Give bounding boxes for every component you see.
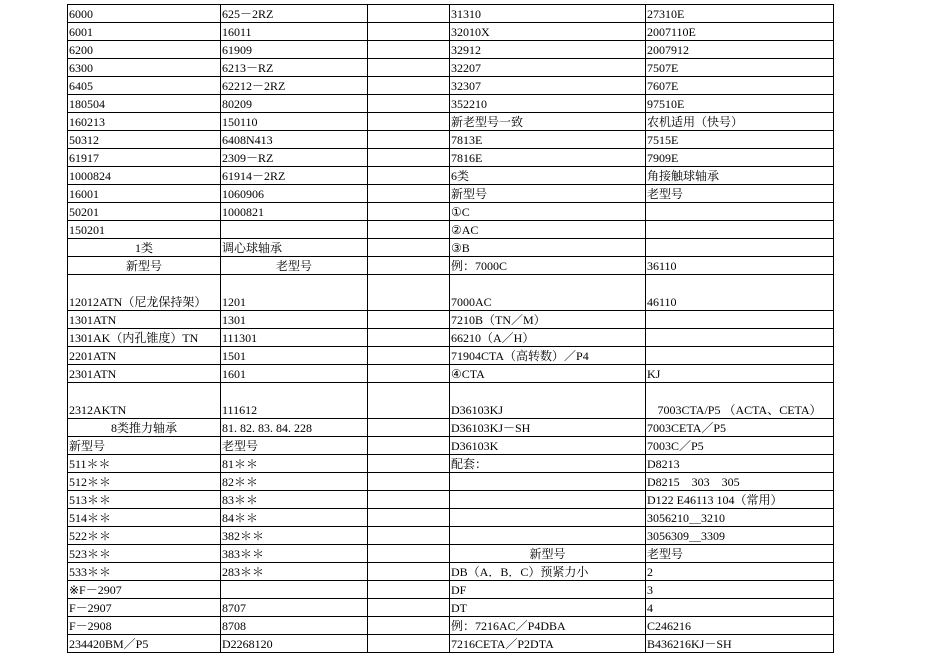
table-row [68,527,834,545]
table-cell: 32010X [450,23,646,41]
table-cell: DT [450,599,646,617]
table-row [68,383,834,419]
table-cell [646,311,834,329]
table-cell: 6类 [450,167,646,185]
table-cell: 27310E [646,5,834,23]
table-cell [368,167,450,185]
table-cell [368,275,450,311]
table-cell: 1301 [221,311,368,329]
table-cell: 80209 [221,95,368,113]
table-cell: 7816E [450,149,646,167]
table-cell [646,239,834,257]
table-cell: 283＊＊ [221,563,368,581]
table-cell: D122 E46113 104（常用） [646,491,834,509]
table-cell [368,509,450,527]
table-cell: 7909E [646,149,834,167]
table-cell [368,419,450,437]
table-cell: ②AC [450,221,646,239]
table-cell: 老型号 [221,257,368,275]
table-cell [368,365,450,383]
table-cell: 2 [646,563,834,581]
table-cell: 511＊＊ [68,455,221,473]
table-cell: 1000821 [221,203,368,221]
table-cell: D8215 303 305 [646,473,834,491]
table-cell: 71904CTA（高转数）／P4 [450,347,646,365]
table-cell [221,581,368,599]
table-cell: 1201 [221,275,368,311]
table-cell: 383＊＊ [221,545,368,563]
table-row [68,5,834,23]
table-cell: F－2907 [68,599,221,617]
table-cell: 46110 [646,275,834,311]
table-cell: 新型号 [450,185,646,203]
table-cell: 6408N413 [221,131,368,149]
table-cell [646,203,834,221]
table-cell: 7000AC [450,275,646,311]
table-row [68,347,834,365]
table-cell: 老型号 [646,545,834,563]
table-cell: 7507E [646,59,834,77]
table-cell [646,347,834,365]
table-cell: F－2908 [68,617,221,635]
table-cell [450,491,646,509]
table-cell [646,221,834,239]
table-cell [368,149,450,167]
table-cell: 7216CETA／P2DTA [450,635,646,653]
table-cell [368,383,450,419]
table-cell: 7515E [646,131,834,149]
table-cell: KJ [646,365,834,383]
table-cell: 7003C／P5 [646,437,834,455]
table-cell: 83＊＊ [221,491,368,509]
table-cell: 2201ATN [68,347,221,365]
table-row [68,545,834,563]
table-cell: 1000824 [68,167,221,185]
table-cell [368,203,450,221]
table-cell: 81. 82. 83. 84. 228 [221,419,368,437]
table-row [68,131,834,149]
table-row [68,239,834,257]
table-cell [221,221,368,239]
table-cell: 513＊＊ [68,491,221,509]
table-cell: D36103KJ [450,383,646,419]
table-cell: 3 [646,581,834,599]
table-cell: 522＊＊ [68,527,221,545]
table-cell [368,257,450,275]
table-cell [368,563,450,581]
table-cell: 61909 [221,41,368,59]
table-cell [368,491,450,509]
table-cell: 61917 [68,149,221,167]
table-cell: 84＊＊ [221,509,368,527]
table-cell: 111301 [221,329,368,347]
table-row [68,41,834,59]
table-cell [646,329,834,347]
table-cell: ④CTA [450,365,646,383]
table-cell [368,41,450,59]
table-cell [368,23,450,41]
table-cell: 7003CTA/P5 （ACTA、CETA） [646,383,834,419]
table-cell: 31310 [450,5,646,23]
table-row [68,491,834,509]
table-cell [368,545,450,563]
table-row [68,311,834,329]
table-cell [368,617,450,635]
table-cell: ①C [450,203,646,221]
table-cell: 7607E [646,77,834,95]
table-cell: 50201 [68,203,221,221]
table-cell: 82＊＊ [221,473,368,491]
table-cell: D2268120 [221,635,368,653]
table-row [68,77,834,95]
table-cell: 6001 [68,23,221,41]
table-cell [368,347,450,365]
table-cell [368,131,450,149]
table-cell [368,329,450,347]
table-row [68,23,834,41]
table-cell: 1060906 [221,185,368,203]
table-cell: DF [450,581,646,599]
table-row [68,419,834,437]
table-cell [368,77,450,95]
table-cell: 老型号 [646,185,834,203]
table-cell: 81＊＊ [221,455,368,473]
table-cell [368,437,450,455]
table-cell: 234420BM／P5 [68,635,221,653]
table-row [68,185,834,203]
table-cell: 180504 [68,95,221,113]
table-cell: ③B [450,239,646,257]
table-cell: 例：7216AC／P4DBA [450,617,646,635]
table-row [68,113,834,131]
table-cell: 6000 [68,5,221,23]
table-cell: 382＊＊ [221,527,368,545]
table-cell: 2309－RZ [221,149,368,167]
table-cell: 1601 [221,365,368,383]
table-cell: 老型号 [221,437,368,455]
table-row [68,635,834,653]
table-cell [368,311,450,329]
table-cell: D36103KJ－SH [450,419,646,437]
table-cell: 8707 [221,599,368,617]
table-cell: 1301ATN [68,311,221,329]
table-cell [368,473,450,491]
table-cell: 6405 [68,77,221,95]
table-cell: 97510E [646,95,834,113]
table-cell: 7210B（TN／M） [450,311,646,329]
table-row [68,599,834,617]
table-cell: 32207 [450,59,646,77]
table-cell: 66210（A／H） [450,329,646,347]
table-cell: 2312AKTN [68,383,221,419]
table-row [68,203,834,221]
table-cell: 例：7000C [450,257,646,275]
table-cell [368,239,450,257]
table-cell: 6200 [68,41,221,59]
table-cell [450,527,646,545]
table-cell [368,455,450,473]
table-cell: 50312 [68,131,221,149]
table-row [68,365,834,383]
table-cell: ※F－2907 [68,581,221,599]
bearing-model-table [67,4,834,653]
table-row [68,149,834,167]
table-cell [368,5,450,23]
table-cell: 6300 [68,59,221,77]
table-row [68,437,834,455]
table-cell: 512＊＊ [68,473,221,491]
table-cell: 523＊＊ [68,545,221,563]
table-cell [450,509,646,527]
table-row [68,455,834,473]
table-cell: 61914－2RZ [221,167,368,185]
table-cell: D36103K [450,437,646,455]
table-cell: 36110 [646,257,834,275]
table-cell [368,95,450,113]
table-cell: 1501 [221,347,368,365]
table-cell: 160213 [68,113,221,131]
table-cell: 62212－2RZ [221,77,368,95]
table-row [68,167,834,185]
table-cell: 7813E [450,131,646,149]
table-cell: 514＊＊ [68,509,221,527]
table-cell: 7003CETA／P5 [646,419,834,437]
table-cell: 8708 [221,617,368,635]
table-cell [368,185,450,203]
table-cell: 调心球轴承 [221,239,368,257]
table-cell: 2007912 [646,41,834,59]
table-row [68,563,834,581]
table-cell: 150201 [68,221,221,239]
table-cell: 8类推力轴承 [68,419,221,437]
table-cell: 6213－RZ [221,59,368,77]
table-cell: B436216KJ－SH [646,635,834,653]
table-cell: 1类 [68,239,221,257]
table-cell [450,473,646,491]
table-cell: 新老型号一致 [450,113,646,131]
table-cell [368,59,450,77]
table-cell [368,581,450,599]
table-cell: 3056309＿3309 [646,527,834,545]
table-cell: C246216 [646,617,834,635]
table-cell [368,599,450,617]
table-row [68,275,834,311]
table-cell: 32912 [450,41,646,59]
table-cell [368,635,450,653]
table-row [68,617,834,635]
table-cell: 2301ATN [68,365,221,383]
table-cell: 150110 [221,113,368,131]
table-cell [368,113,450,131]
table-cell: 新型号 [450,545,646,563]
table-cell: 111612 [221,383,368,419]
table-cell: 16001 [68,185,221,203]
table-row [68,95,834,113]
table-cell: DB（A．B．C）预紧力小 [450,563,646,581]
table-row [68,257,834,275]
table-cell: 1301AK（内孔锥度）TN [68,329,221,347]
table-cell [368,527,450,545]
table-cell: 新型号 [68,257,221,275]
table-cell: 3056210＿3210 [646,509,834,527]
table-row [68,473,834,491]
table-row [68,59,834,77]
table-cell [368,221,450,239]
table-cell: 角接触球轴承 [646,167,834,185]
table-cell: 32307 [450,77,646,95]
table-cell: 352210 [450,95,646,113]
table-cell: 2007110E [646,23,834,41]
table-row [68,221,834,239]
table-row [68,581,834,599]
table-cell: 农机适用（快号） [646,113,834,131]
table-cell: 625－2RZ [221,5,368,23]
table-cell: 16011 [221,23,368,41]
table-cell: 533＊＊ [68,563,221,581]
table-row [68,509,834,527]
table-cell: 新型号 [68,437,221,455]
table-cell: D8213 [646,455,834,473]
table-row [68,329,834,347]
table-cell: 配套： [450,455,646,473]
table-cell: 4 [646,599,834,617]
table-cell: 12012ATN（尼龙保持架） [68,275,221,311]
